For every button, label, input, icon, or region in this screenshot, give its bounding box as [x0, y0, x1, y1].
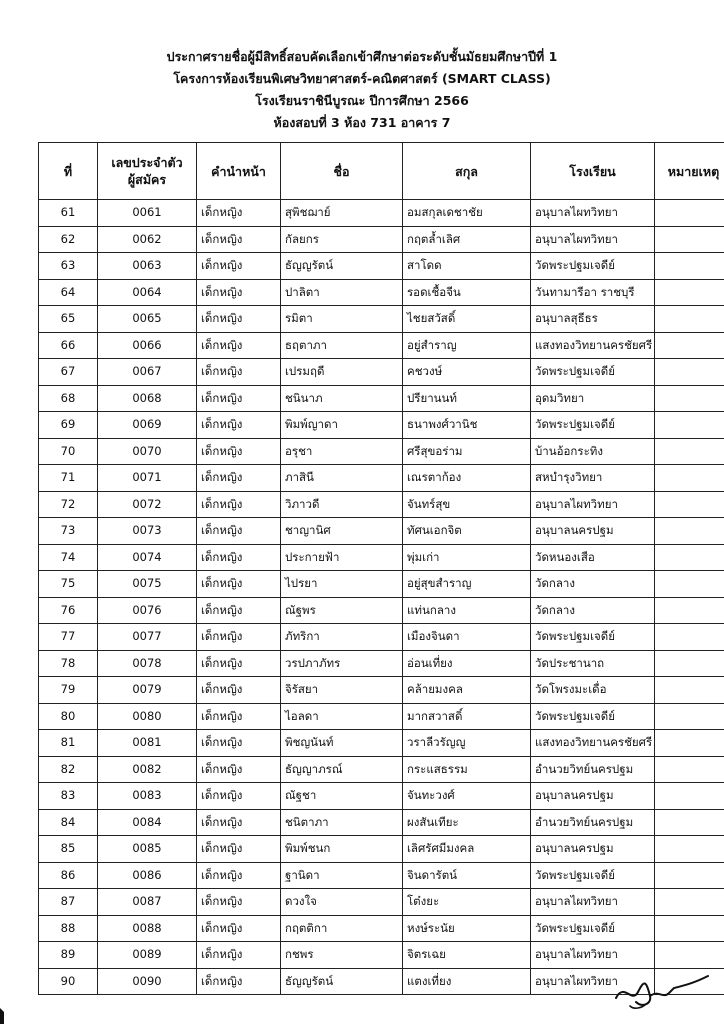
table-row — [39, 571, 724, 598]
table-row — [39, 942, 724, 969]
cell-applicant-id: 0079 — [98, 677, 197, 704]
cell-last-name: รอดเชื้อจีน — [403, 279, 531, 306]
cell-remark — [655, 650, 724, 677]
table-row — [39, 650, 724, 677]
cell-school: อุดมวิทยา — [531, 385, 655, 412]
cell-applicant-id: 0082 — [98, 756, 197, 783]
cell-remark — [655, 306, 724, 333]
cell-last-name: พุ่มเก่า — [403, 544, 531, 571]
cell-applicant-id: 0066 — [98, 332, 197, 359]
header-no: ที่ — [39, 143, 98, 200]
cell-title: เด็กหญิง — [197, 730, 281, 757]
header-school: โรงเรียน — [531, 143, 655, 200]
table-row — [39, 465, 724, 492]
cell-last-name: จันทร์สุข — [403, 491, 531, 518]
cell-last-name: เณรตาก้อง — [403, 465, 531, 492]
cell-title: เด็กหญิง — [197, 571, 281, 598]
table-row — [39, 253, 724, 280]
table-row — [39, 306, 724, 333]
cell-school: อนุบาลไผทวิทยา — [531, 226, 655, 253]
cell-no: 77 — [39, 624, 98, 651]
document-header — [0, 46, 724, 134]
table-row — [39, 862, 724, 889]
cell-remark — [655, 465, 724, 492]
cell-no: 72 — [39, 491, 98, 518]
cell-no: 71 — [39, 465, 98, 492]
cell-remark — [655, 359, 724, 386]
cell-first-name: ชาญานิศ — [281, 518, 403, 545]
cell-school: บ้านอ้อกระทิง — [531, 438, 655, 465]
table-header-row — [39, 143, 724, 200]
cell-remark — [655, 332, 724, 359]
cell-applicant-id: 0075 — [98, 571, 197, 598]
cell-school: อนุบาลนครปฐม — [531, 836, 655, 863]
cell-title: เด็กหญิง — [197, 889, 281, 916]
cell-first-name: กชพร — [281, 942, 403, 969]
cell-applicant-id: 0074 — [98, 544, 197, 571]
cell-school: วัดพระปฐมเจดีย์ — [531, 253, 655, 280]
cell-remark — [655, 624, 724, 651]
cell-applicant-id: 0078 — [98, 650, 197, 677]
table-row — [39, 491, 724, 518]
cell-remark — [655, 942, 724, 969]
header-applicant-id-line2: ผู้สมัคร — [127, 172, 167, 187]
cell-first-name: ประกายฟ้า — [281, 544, 403, 571]
table-row — [39, 332, 724, 359]
school-year-title: โรงเรียนราชินีบูรณะ ปีการศึกษา 2566 — [255, 93, 469, 108]
cell-no: 81 — [39, 730, 98, 757]
cell-title: เด็กหญิง — [197, 942, 281, 969]
cell-first-name: พิมพ์ชนก — [281, 836, 403, 863]
cell-no: 78 — [39, 650, 98, 677]
cell-first-name: กัลยกร — [281, 226, 403, 253]
table-row — [39, 385, 724, 412]
cell-no: 69 — [39, 412, 98, 439]
cell-no: 73 — [39, 518, 98, 545]
cell-school: วัดกลาง — [531, 571, 655, 598]
header-last-name: สกุล — [403, 143, 531, 200]
cell-no: 62 — [39, 226, 98, 253]
cell-last-name: อ่อนเที่ยง — [403, 650, 531, 677]
table-row — [39, 836, 724, 863]
cell-first-name: กฤตติกา — [281, 915, 403, 942]
cell-applicant-id: 0061 — [98, 200, 197, 227]
cell-school: วันทามารีอา ราชบุรี — [531, 279, 655, 306]
cell-remark — [655, 836, 724, 863]
cell-no: 63 — [39, 253, 98, 280]
cell-applicant-id: 0070 — [98, 438, 197, 465]
cell-title: เด็กหญิง — [197, 465, 281, 492]
table-row — [39, 677, 724, 704]
cell-no: 70 — [39, 438, 98, 465]
cell-school: วัดพระปฐมเจดีย์ — [531, 862, 655, 889]
cell-title: เด็กหญิง — [197, 915, 281, 942]
cell-first-name: รมิตา — [281, 306, 403, 333]
table-row — [39, 730, 724, 757]
cell-first-name: ปาลิตา — [281, 279, 403, 306]
table-row — [39, 279, 724, 306]
cell-last-name: ธนาพงศ์วานิช — [403, 412, 531, 439]
table-row — [39, 624, 724, 651]
cell-applicant-id: 0089 — [98, 942, 197, 969]
cell-school: อนุบาลไผทวิทยา — [531, 491, 655, 518]
scan-edge-mark — [0, 1008, 6, 1024]
cell-title: เด็กหญิง — [197, 809, 281, 836]
cell-last-name: เมืองจินดา — [403, 624, 531, 651]
cell-applicant-id: 0084 — [98, 809, 197, 836]
table-row — [39, 783, 724, 810]
cell-last-name: ไชยสวัสดิ์ — [403, 306, 531, 333]
cell-first-name: ธฤตาภา — [281, 332, 403, 359]
cell-last-name: สาโดด — [403, 253, 531, 280]
cell-applicant-id: 0081 — [98, 730, 197, 757]
cell-school: สหบำรุงวิทยา — [531, 465, 655, 492]
cell-applicant-id: 0065 — [98, 306, 197, 333]
cell-title: เด็กหญิง — [197, 624, 281, 651]
cell-applicant-id: 0073 — [98, 518, 197, 545]
cell-title: เด็กหญิง — [197, 518, 281, 545]
table-row — [39, 889, 724, 916]
cell-remark — [655, 571, 724, 598]
cell-last-name: จินดารัตน์ — [403, 862, 531, 889]
cell-title: เด็กหญิง — [197, 968, 281, 995]
cell-school: วัดพระปฐมเจดีย์ — [531, 624, 655, 651]
applicant-table — [38, 142, 724, 995]
cell-remark — [655, 597, 724, 624]
cell-first-name: ฐานิดา — [281, 862, 403, 889]
cell-first-name: ภาสินี — [281, 465, 403, 492]
cell-title: เด็กหญิง — [197, 332, 281, 359]
cell-school: วัดประชานาถ — [531, 650, 655, 677]
cell-school: วัดกลาง — [531, 597, 655, 624]
cell-title: เด็กหญิง — [197, 412, 281, 439]
cell-first-name: วรปภาภัทร — [281, 650, 403, 677]
cell-applicant-id: 0071 — [98, 465, 197, 492]
table-row — [39, 915, 724, 942]
cell-title: เด็กหญิง — [197, 385, 281, 412]
cell-title: เด็กหญิง — [197, 862, 281, 889]
cell-no: 79 — [39, 677, 98, 704]
cell-last-name: คชวงษ์ — [403, 359, 531, 386]
cell-first-name: อรุชา — [281, 438, 403, 465]
cell-no: 64 — [39, 279, 98, 306]
table-row — [39, 597, 724, 624]
cell-school: แสงทองวิทยานครชัยศรี — [531, 730, 655, 757]
cell-school: อนุบาลนครปฐม — [531, 783, 655, 810]
cell-remark — [655, 438, 724, 465]
cell-remark — [655, 253, 724, 280]
cell-last-name: อยู่สำราญ — [403, 332, 531, 359]
cell-school: อนุบาลไผทวิทยา — [531, 968, 655, 995]
cell-title: เด็กหญิง — [197, 306, 281, 333]
table-row — [39, 756, 724, 783]
cell-remark — [655, 889, 724, 916]
cell-first-name: ณัฐชา — [281, 783, 403, 810]
table-row — [39, 518, 724, 545]
cell-title: เด็กหญิง — [197, 597, 281, 624]
cell-first-name: ธัญญรัตน์ — [281, 253, 403, 280]
cell-applicant-id: 0072 — [98, 491, 197, 518]
cell-school: อนุบาลสุธีธร — [531, 306, 655, 333]
cell-last-name: คล้ายมงคล — [403, 677, 531, 704]
cell-no: 88 — [39, 915, 98, 942]
cell-title: เด็กหญิง — [197, 200, 281, 227]
cell-no: 85 — [39, 836, 98, 863]
cell-applicant-id: 0083 — [98, 783, 197, 810]
cell-applicant-id: 0085 — [98, 836, 197, 863]
cell-school: อนุบาลไผทวิทยา — [531, 889, 655, 916]
cell-remark — [655, 809, 724, 836]
cell-title: เด็กหญิง — [197, 650, 281, 677]
cell-applicant-id: 0088 — [98, 915, 197, 942]
table-row — [39, 226, 724, 253]
cell-remark — [655, 412, 724, 439]
cell-remark — [655, 279, 724, 306]
cell-first-name: ภัทริกา — [281, 624, 403, 651]
cell-no: 86 — [39, 862, 98, 889]
cell-last-name: ปรียานนท์ — [403, 385, 531, 412]
cell-last-name: กระแสธรรม — [403, 756, 531, 783]
cell-school: วัดโพรงมะเดื่อ — [531, 677, 655, 704]
table-row — [39, 703, 724, 730]
cell-applicant-id: 0076 — [98, 597, 197, 624]
cell-title: เด็กหญิง — [197, 756, 281, 783]
cell-first-name: สุพิชฌาย์ — [281, 200, 403, 227]
cell-no: 82 — [39, 756, 98, 783]
cell-last-name: ทัศนเอกจิต — [403, 518, 531, 545]
cell-school: อำนวยวิทย์นครปฐม — [531, 809, 655, 836]
cell-title: เด็กหญิง — [197, 438, 281, 465]
cell-first-name: ชนิตาภา — [281, 809, 403, 836]
cell-title: เด็กหญิง — [197, 677, 281, 704]
cell-no: 87 — [39, 889, 98, 916]
cell-last-name: เลิศรัศมีมงคล — [403, 836, 531, 863]
cell-school: วัดพระปฐมเจดีย์ — [531, 703, 655, 730]
announcement-title: ประกาศรายชื่อผู้มีสิทธิ์สอบคัดเลือกเข้าศึกษาต่อระดับชั้นมัธยมศึกษาปีที่ 1 — [166, 49, 558, 64]
header-remark: หมายเหตุ — [655, 143, 724, 200]
cell-remark — [655, 756, 724, 783]
cell-last-name: อมสกุลเดชาชัย — [403, 200, 531, 227]
cell-applicant-id: 0063 — [98, 253, 197, 280]
cell-first-name: ดวงใจ — [281, 889, 403, 916]
cell-remark — [655, 703, 724, 730]
cell-last-name: กฤตล้ำเลิศ — [403, 226, 531, 253]
cell-last-name: แท่นกลาง — [403, 597, 531, 624]
cell-school: วัดพระปฐมเจดีย์ — [531, 915, 655, 942]
cell-applicant-id: 0068 — [98, 385, 197, 412]
cell-remark — [655, 491, 724, 518]
cell-first-name: พิมพ์ญาดา — [281, 412, 403, 439]
cell-remark — [655, 385, 724, 412]
header-applicant-id — [98, 143, 197, 200]
cell-last-name: หงษ์ระนัย — [403, 915, 531, 942]
cell-remark — [655, 730, 724, 757]
cell-remark — [655, 862, 724, 889]
cell-title: เด็กหญิง — [197, 544, 281, 571]
cell-remark — [655, 677, 724, 704]
cell-first-name: ณัฐพร — [281, 597, 403, 624]
cell-applicant-id: 0087 — [98, 889, 197, 916]
cell-last-name: อยู่สุขสำราญ — [403, 571, 531, 598]
cell-applicant-id: 0064 — [98, 279, 197, 306]
cell-first-name: ไอลดา — [281, 703, 403, 730]
cell-school: อนุบาลไผทวิทยา — [531, 942, 655, 969]
cell-remark — [655, 544, 724, 571]
cell-school: วัดพระปฐมเจดีย์ — [531, 412, 655, 439]
cell-last-name: โต๋งยะ — [403, 889, 531, 916]
cell-no: 76 — [39, 597, 98, 624]
cell-applicant-id: 0077 — [98, 624, 197, 651]
cell-no: 80 — [39, 703, 98, 730]
table-row — [39, 438, 724, 465]
cell-applicant-id: 0067 — [98, 359, 197, 386]
table-row — [39, 359, 724, 386]
program-title: โครงการห้องเรียนพิเศษวิทยาศาสตร์-คณิตศาสตร์ (SMART CLASS) — [173, 71, 551, 86]
cell-school: อำนวยวิทย์นครปฐม — [531, 756, 655, 783]
cell-last-name: แตงเที่ยง — [403, 968, 531, 995]
cell-no: 90 — [39, 968, 98, 995]
cell-no: 83 — [39, 783, 98, 810]
table-body — [39, 200, 724, 995]
cell-school: วัดหนองเสือ — [531, 544, 655, 571]
cell-last-name: วราลีวรัญญู — [403, 730, 531, 757]
cell-remark — [655, 518, 724, 545]
signature-icon — [612, 968, 712, 1012]
cell-last-name: จิตรเฉย — [403, 942, 531, 969]
cell-school: แสงทองวิทยานครชัยศรี — [531, 332, 655, 359]
cell-first-name: ธัญญรัตน์ — [281, 968, 403, 995]
cell-no: 75 — [39, 571, 98, 598]
cell-applicant-id: 0069 — [98, 412, 197, 439]
cell-last-name: จันทะวงศ์ — [403, 783, 531, 810]
cell-first-name: พิชญนันท์ — [281, 730, 403, 757]
cell-title: เด็กหญิง — [197, 253, 281, 280]
cell-no: 84 — [39, 809, 98, 836]
cell-remark — [655, 200, 724, 227]
cell-applicant-id: 0086 — [98, 862, 197, 889]
cell-no: 89 — [39, 942, 98, 969]
cell-school: อนุบาลนครปฐม — [531, 518, 655, 545]
cell-no: 66 — [39, 332, 98, 359]
cell-school: วัดพระปฐมเจดีย์ — [531, 359, 655, 386]
cell-first-name: จิรัสยา — [281, 677, 403, 704]
cell-first-name: ไปรยา — [281, 571, 403, 598]
cell-no: 74 — [39, 544, 98, 571]
cell-last-name: ศรีสุขอร่าม — [403, 438, 531, 465]
cell-applicant-id: 0080 — [98, 703, 197, 730]
table-row — [39, 809, 724, 836]
header-title: คำนำหน้า — [197, 143, 281, 200]
cell-applicant-id: 0090 — [98, 968, 197, 995]
cell-first-name: เปรมฤดี — [281, 359, 403, 386]
cell-title: เด็กหญิง — [197, 279, 281, 306]
cell-title: เด็กหญิง — [197, 836, 281, 863]
table-row — [39, 200, 724, 227]
header-first-name: ชื่อ — [281, 143, 403, 200]
cell-title: เด็กหญิง — [197, 783, 281, 810]
exam-room-title: ห้องสอบที่ 3 ห้อง 731 อาคาร 7 — [273, 115, 451, 130]
cell-no: 68 — [39, 385, 98, 412]
cell-no: 65 — [39, 306, 98, 333]
cell-title: เด็กหญิง — [197, 359, 281, 386]
table-row — [39, 412, 724, 439]
cell-title: เด็กหญิง — [197, 226, 281, 253]
cell-first-name: ธัญญาภรณ์ — [281, 756, 403, 783]
cell-title: เด็กหญิง — [197, 703, 281, 730]
cell-title: เด็กหญิง — [197, 491, 281, 518]
cell-no: 67 — [39, 359, 98, 386]
table-row — [39, 544, 724, 571]
cell-first-name: ชนินาภ — [281, 385, 403, 412]
cell-school: อนุบาลไผทวิทยา — [531, 200, 655, 227]
cell-last-name: ผงสันเทียะ — [403, 809, 531, 836]
cell-last-name: มากสวาสดิ์ — [403, 703, 531, 730]
cell-no: 61 — [39, 200, 98, 227]
cell-remark — [655, 226, 724, 253]
cell-applicant-id: 0062 — [98, 226, 197, 253]
cell-remark — [655, 783, 724, 810]
header-applicant-id-line1: เลขประจำตัว — [111, 155, 183, 170]
cell-remark — [655, 915, 724, 942]
cell-first-name: วิภาวดี — [281, 491, 403, 518]
